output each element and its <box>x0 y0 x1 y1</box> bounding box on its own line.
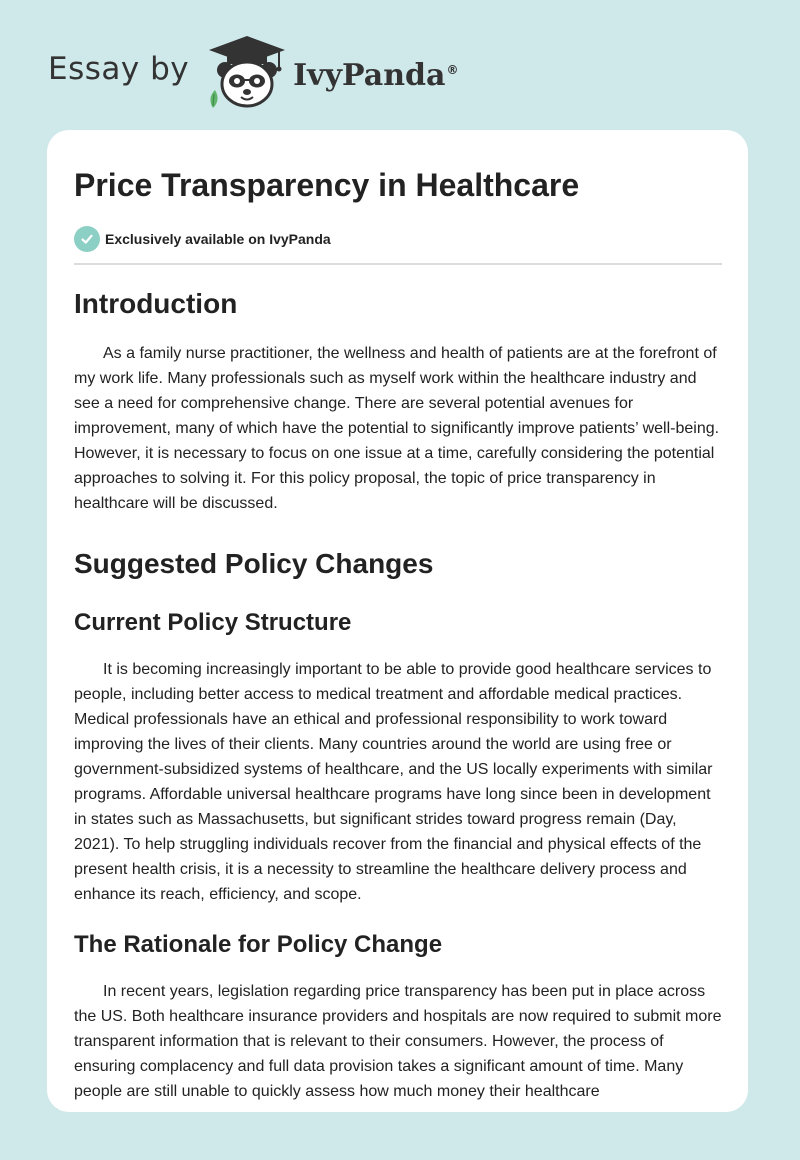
brand-name[interactable] <box>293 58 458 93</box>
paragraph-introduction: As a family nurse practitioner, the wellness and health of patients are at the forefront of my work life. Many professionals such as myself work within the healthcare industry and see a need for comprehensive change. There are several potential avenues for improvement, many of which have the potential to significantly improve patients’ well-being. However, it is necessary to focus on one issue at a time, carefully considering the potential approaches to solving it. For this policy proposal, the topic of price transparency in healthcare will be discussed. <box>74 345 720 512</box>
check-circle-icon <box>74 226 100 252</box>
page-title: Price Transparency in Healthcare <box>74 167 580 203</box>
exclusive-label: Exclusively available on IvyPanda <box>105 231 331 247</box>
panda-graduate-logo-icon[interactable] <box>205 34 289 110</box>
paragraph-current-policy-structure: It is becoming increasingly important to be able to provide good healthcare services to people, including better access to medical treatment and affordable medical practices. Medical professionals have an ethical and professional responsibility to work toward improving the lives of their clients. Many countries around the world are using free or government-subsidized systems of healthcare, and the US locally experiments with similar programs. Affordable universal healthcare programs have long since been in development in states such as Massachusetts, but significant strides toward progress remain (Day, 2021). To help struggling individuals recover from the financial and physical effects of the present health crisis, it is a necessity to streamline the healthcare delivery process and enhance its reach, efficiency, and scope. <box>74 661 713 903</box>
registered-mark: ® <box>446 62 459 77</box>
title-divider <box>74 263 722 265</box>
essay-by-label: Essay by <box>48 51 190 87</box>
exclusive-badge <box>74 226 722 252</box>
essay-card <box>47 130 748 1112</box>
site-header <box>48 34 458 110</box>
section-heading-suggested-policy-changes: Suggested Policy Changes <box>74 548 434 579</box>
paragraph-rationale: In recent years, legislation regarding price transparency has been put in place across the US. Both healthcare insurance providers and hospitals are now required to submit more transparent information that is relevant to their consumers. However, the process of ensuring complacency and full data provision takes a significant amount of time. Many people are still unable to quickly assess how much money their healthcare <box>74 983 722 1100</box>
subsection-heading-current-policy-structure: Current Policy Structure <box>74 609 352 636</box>
brand-name-text: IvyPanda <box>293 57 446 93</box>
section-heading-introduction: Introduction <box>74 288 238 319</box>
subsection-heading-rationale: The Rationale for Policy Change <box>74 931 443 958</box>
